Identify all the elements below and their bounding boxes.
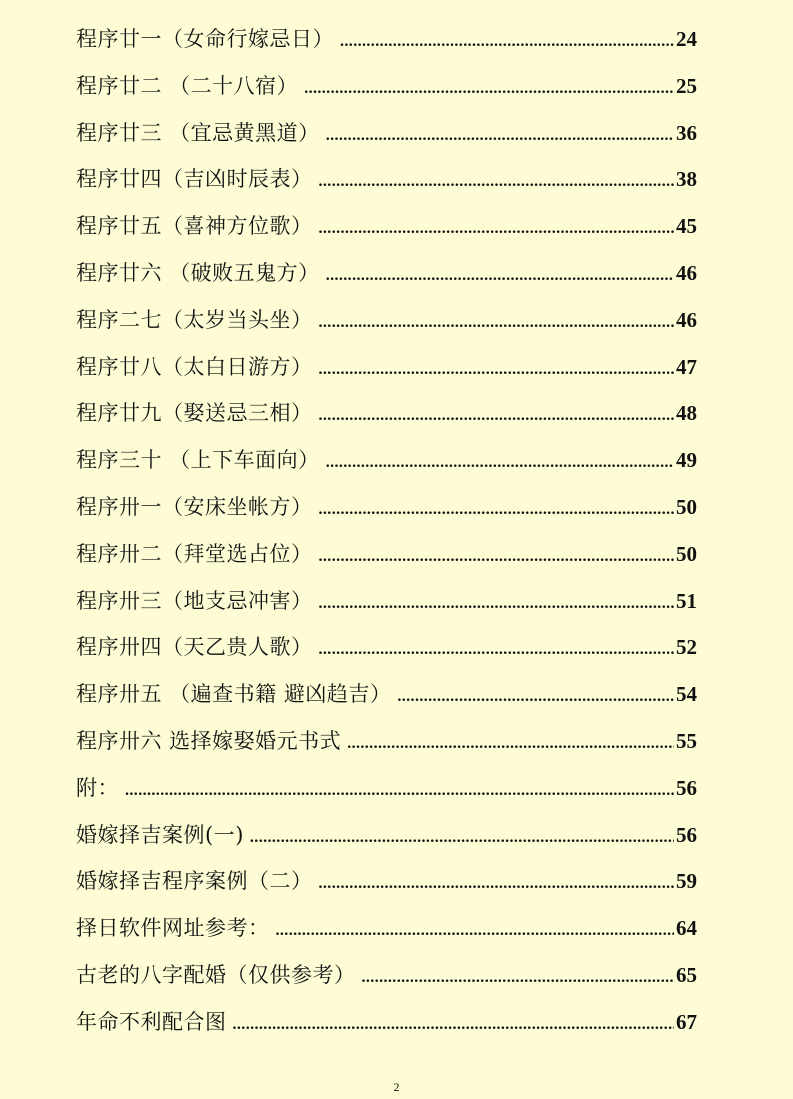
toc-dot-leader	[326, 253, 674, 300]
toc-entry-title: 程序廿二 （二十八宿）	[76, 73, 299, 98]
toc-dot-leader	[319, 861, 675, 908]
toc-entry-page: 54	[676, 682, 697, 707]
toc-dot-leader	[319, 159, 675, 206]
toc-entry-title: 程序卅四（天乙贵人歌）	[76, 635, 313, 660]
toc-dot-leader	[319, 534, 675, 581]
toc-dot-leader	[125, 768, 674, 815]
toc-entry-page: 56	[676, 822, 697, 847]
toc-entry-page: 67	[676, 1009, 697, 1034]
toc-entry[interactable]	[76, 63, 697, 110]
toc-dot-leader	[319, 627, 675, 674]
toc-entry-page: 59	[676, 869, 697, 894]
toc-entry-page: 38	[676, 167, 697, 192]
toc-entry-title: 程序卅三（地支忌冲害）	[76, 588, 313, 613]
toc-entry-title: 程序廿三 （宜忌黄黑道）	[76, 120, 320, 145]
toc-dot-leader	[326, 113, 674, 160]
toc-entry[interactable]	[76, 531, 697, 578]
toc-entry[interactable]	[76, 484, 697, 531]
toc-entry-title: 婚嫁择吉案例(一)	[76, 822, 244, 847]
toc-dot-leader	[233, 1002, 675, 1049]
toc-entry[interactable]	[76, 297, 697, 344]
toc-entry-title: 程序廿一（女命行嫁忌日）	[76, 27, 334, 51]
toc-dot-leader	[319, 206, 675, 253]
toc-entry[interactable]	[76, 437, 697, 484]
toc-entry[interactable]	[76, 250, 697, 297]
toc-dot-leader	[326, 440, 674, 487]
toc-entry-title: 程序卅一（安床坐帐方）	[76, 494, 313, 519]
toc-entry-title: 择日软件网址参考：	[76, 916, 270, 941]
toc-entry-page: 25	[676, 73, 697, 98]
toc-entry-title: 年命不利配合图	[76, 1009, 227, 1034]
toc-entry-title: 程序卅六 选择嫁娶婚元书式	[76, 728, 342, 753]
toc-dot-leader	[319, 581, 675, 628]
toc-dot-leader	[319, 487, 675, 534]
toc-entry[interactable]	[76, 952, 697, 999]
toc-entry-page: 45	[676, 214, 697, 239]
toc-entry-title: 程序廿八（太白日游方）	[76, 354, 313, 379]
toc-dot-leader	[319, 393, 675, 440]
toc-dot-leader	[276, 908, 675, 955]
toc-dot-leader	[347, 721, 674, 768]
table-of-contents	[76, 16, 697, 1046]
toc-entry-title: 附：	[76, 775, 119, 800]
toc-entry[interactable]	[76, 578, 697, 625]
toc-entry[interactable]	[76, 390, 697, 437]
toc-entry-title: 程序廿九（娶送忌三相）	[76, 401, 313, 426]
toc-entry-page: 49	[676, 448, 697, 473]
toc-entry-page: 65	[676, 962, 697, 987]
toc-entry-page: 24	[676, 27, 697, 51]
toc-entry[interactable]	[76, 624, 697, 671]
toc-entry-page: 47	[676, 354, 697, 379]
toc-entry[interactable]	[76, 812, 697, 859]
toc-dot-leader	[250, 815, 674, 862]
toc-entry-page: 50	[676, 494, 697, 519]
toc-entry-page: 56	[676, 775, 697, 800]
toc-entry-page: 52	[676, 635, 697, 660]
toc-entry-page: 48	[676, 401, 697, 426]
toc-entry-page: 36	[676, 120, 697, 145]
toc-entry[interactable]	[76, 16, 697, 63]
toc-dot-leader	[304, 66, 674, 113]
toc-entry[interactable]	[76, 110, 697, 157]
toc-entry-title: 程序卅五 （遍查书籍 避凶趋吉）	[76, 682, 392, 707]
toc-entry-page: 46	[676, 307, 697, 332]
toc-dot-leader	[340, 19, 674, 66]
toc-entry[interactable]	[76, 999, 697, 1046]
toc-entry-page: 51	[676, 588, 697, 613]
toc-entry-title: 程序卅二（拜堂选占位）	[76, 541, 313, 566]
toc-entry-title: 婚嫁择吉程序案例（二）	[76, 869, 313, 894]
toc-entry-page: 50	[676, 541, 697, 566]
toc-entry[interactable]	[76, 156, 697, 203]
toc-entry[interactable]	[76, 671, 697, 718]
toc-dot-leader	[362, 955, 675, 1002]
toc-entry-page: 46	[676, 260, 697, 285]
toc-entry[interactable]	[76, 905, 697, 952]
toc-entry-title: 程序廿四（吉凶时辰表）	[76, 167, 313, 192]
page-number: 2	[393, 1080, 400, 1094]
toc-entry-title: 程序三十 （上下车面向）	[76, 448, 320, 473]
toc-entry[interactable]	[76, 203, 697, 250]
toc-entry-page: 55	[676, 728, 697, 753]
toc-dot-leader	[319, 347, 675, 394]
toc-dot-leader	[397, 674, 674, 721]
toc-entry[interactable]	[76, 858, 697, 905]
toc-entry-title: 程序廿六 （破败五鬼方）	[76, 260, 320, 285]
toc-dot-leader	[319, 300, 675, 347]
toc-entry-title: 古老的八字配婚（仅供参考）	[76, 962, 356, 987]
toc-entry-title: 程序廿五（喜神方位歌）	[76, 214, 313, 239]
toc-entry[interactable]	[76, 765, 697, 812]
toc-entry[interactable]	[76, 344, 697, 391]
toc-entry-page: 64	[676, 916, 697, 941]
toc-entry-title: 程序二七（太岁当头坐）	[76, 307, 313, 332]
toc-entry[interactable]	[76, 718, 697, 765]
